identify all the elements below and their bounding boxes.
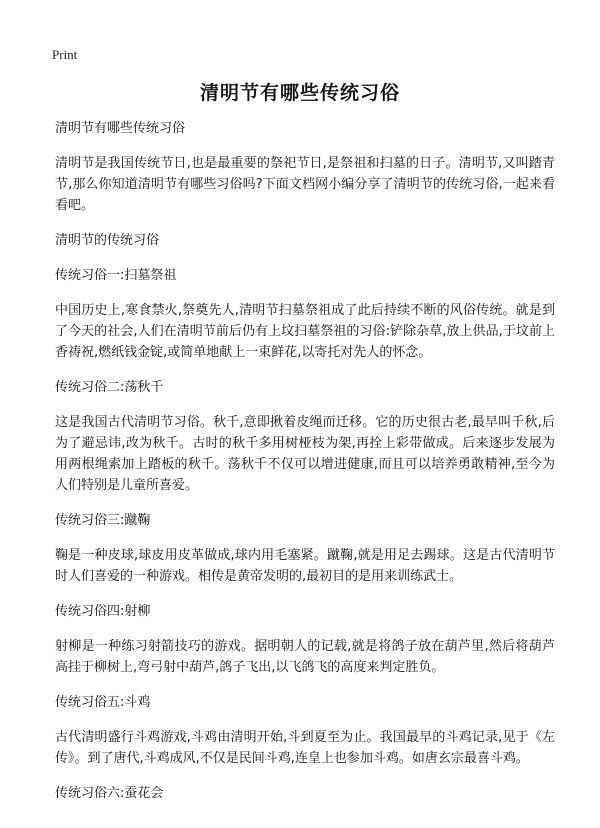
section-heading: 清明节的传统习俗 [55, 233, 160, 248]
custom-2-body: 这是我国古代清明节习俗。秋千,意即揪着皮绳而迁移。它的历史很古老,最早叫千秋,后为了避忌讳,改为秋千。古时的秋千多用树桠枝为架,再拴上彩带做成。后来逐步发展为用两根绳索加上踏板的秋千。荡秋千不仅可以增进健康,而且可以培养勇敢精神,至今为人们特别是儿童所喜爱。 [55, 415, 555, 493]
document-subtitle: 清明节有哪些传统习俗 [55, 121, 186, 136]
custom-4-body: 射柳是一种练习射箭技巧的游戏。据明朝人的记载,就是将鸽子放在葫芦里,然后将葫芦高挂于柳树上,弯弓射中葫芦,鸽子飞出,以飞鸽飞的高度来判定胜负。 [55, 639, 555, 675]
custom-3-body: 鞠是一种皮球,球皮用皮革做成,球内用毛塞紧。蹴鞠,就是用足去踢球。这是古代清明节时人们喜爱的一种游戏。相传是黄帝发明的,最初目的是用来训练武士。 [55, 548, 555, 584]
custom-5-body: 古代清明盛行斗鸡游戏,斗鸡由清明开始,斗到夏至为止。我国最早的斗鸡记录,见于《左传》。到了唐代,斗鸡成风,不仅是民间斗鸡,连皇上也参加斗鸡。如唐玄宗最喜斗鸡。 [55, 730, 555, 766]
print-link[interactable]: Print [52, 47, 78, 62]
custom-2-heading: 传统习俗二:荡秋千 [55, 380, 164, 395]
custom-4-heading: 传统习俗四:射柳 [55, 604, 151, 619]
custom-1-body: 中国历史上,寒食禁火,祭奠先人,清明节扫墓祭祖成了此后持续不断的风俗传统。就是到了今天的社会,人们在清明节前后仍有上坟扫墓祭祖的习俗:铲除杂草,放上供品,于坟前上香祷祝,燃纸钱金锭,或简单地献上一束鲜花,以寄托对先人的怀念。 [55, 303, 555, 360]
document-title: 清明节有哪些传统习俗 [199, 82, 400, 104]
intro-paragraph: 清明节是我国传统节日,也是最重要的祭祀节日,是祭祖和扫墓的日子。清明节,又叫踏青节,那么你知道清明节有哪些习俗吗?下面文档网小编分享了清明节的传统习俗,一起来看看吧。 [55, 156, 555, 213]
custom-1-heading: 传统习俗一:扫墓祭祖 [55, 268, 177, 283]
custom-5-heading: 传统习俗五:斗鸡 [55, 695, 151, 710]
custom-6-heading: 传统习俗六:蚕花会 [55, 786, 164, 801]
document-body [55, 118, 555, 818]
custom-3-heading: 传统习俗三:蹴鞠 [55, 513, 151, 528]
